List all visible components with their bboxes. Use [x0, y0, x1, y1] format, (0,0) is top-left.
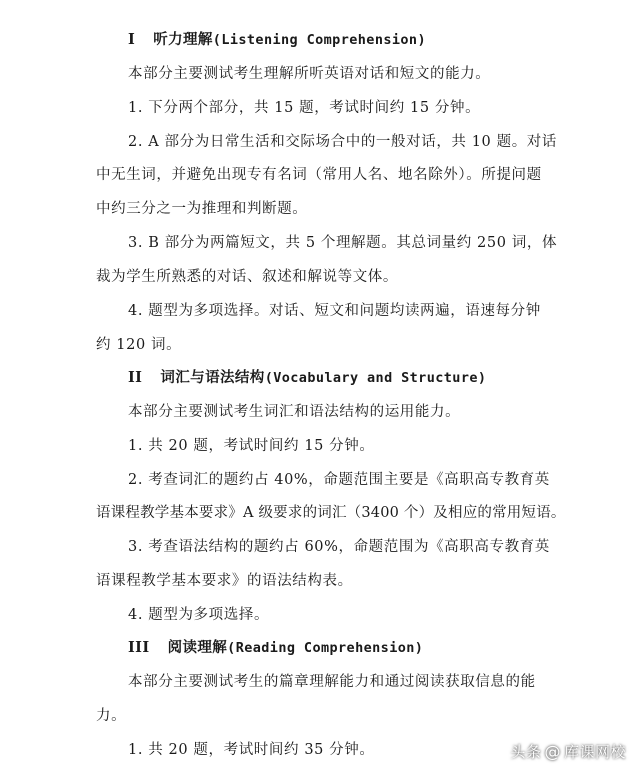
- section-heading-reading: [128, 638, 423, 658]
- paragraph-line: 4. 题型为多项选择。: [128, 607, 270, 623]
- paragraph-line: 2. A 部分为日常生活和交际场合中的一般对话，共 10 题。对话: [128, 134, 557, 150]
- paragraph-line: 本部分主要测试考生的篇章理解能力和通过阅读获取信息的能: [128, 674, 536, 690]
- section-title-cn: 听力理解: [153, 31, 213, 48]
- section-numeral: III: [128, 639, 150, 656]
- section-heading-listening: [128, 30, 426, 50]
- paragraph-line: 本部分主要测试考生词汇和语法结构的运用能力。: [128, 404, 461, 420]
- section-title-en: (Reading Comprehension): [227, 640, 424, 656]
- section-title-en: (Listening Comprehension): [212, 32, 426, 48]
- section-heading-vocabulary: [128, 368, 486, 388]
- paragraph-line: 1. 下分两个部分，共 15 题，考试时间约 15 分钟。: [128, 100, 481, 116]
- watermark-prefix: 头条: [510, 743, 542, 761]
- paragraph-line: 裁为学生所熟悉的对话、叙述和解说等文体。: [96, 269, 398, 285]
- watermark-name: 库课网校: [563, 743, 626, 761]
- section-title-cn: 阅读理解: [167, 639, 228, 656]
- paragraph-line: 3. 考查语法结构的题约占 60%，命题范围为《高职高专教育英: [128, 539, 550, 555]
- paragraph-line: 4. 题型为多项选择。对话、短文和问题均读两遍，语速每分钟: [128, 303, 541, 319]
- paragraph-line: 本部分主要测试考生理解所听英语对话和短文的能力。: [128, 66, 491, 82]
- paragraph-line: 约 120 词。: [96, 337, 182, 353]
- section-numeral: II: [128, 369, 143, 386]
- watermark: [510, 741, 626, 762]
- paragraph-line: 1. 共 20 题，考试时间约 35 分钟。: [128, 742, 375, 758]
- section-title-en: (Vocabulary and Structure): [264, 370, 487, 386]
- paragraph-line: 3. B 部分为两篇短文，共 5 个理解题。其总词量约 250 词，体: [128, 235, 558, 251]
- paragraph-line: 中无生词，并避免出现专有名词（常用人名、地名除外）。所提问题: [96, 167, 542, 183]
- paragraph-line: 中约三分之一为推理和判断题。: [96, 201, 308, 217]
- section-numeral: I: [128, 31, 136, 48]
- paragraph-line: 语课程教学基本要求》A 级要求的词汇（3400 个）及相应的常用短语。: [96, 505, 566, 521]
- paragraph-line: 2. 考查词汇的题约占 40%，命题范围主要是《高职高专教育英: [128, 472, 550, 488]
- paragraph-line: 力。: [96, 708, 127, 724]
- paragraph-line: 1. 共 20 题，考试时间约 15 分钟。: [128, 438, 375, 454]
- section-title-cn: 词汇与语法结构: [160, 369, 265, 386]
- at-icon: @: [544, 742, 561, 761]
- paragraph-line: 语课程教学基本要求》的语法结构表。: [96, 573, 353, 589]
